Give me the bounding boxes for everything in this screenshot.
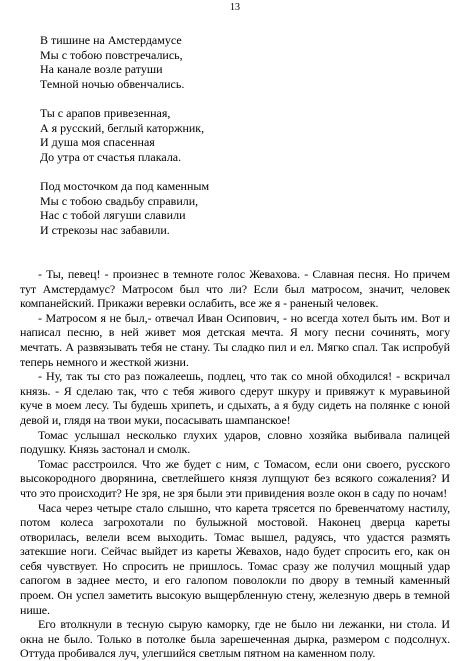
poem-line: А я русский, беглый каторжник, (40, 120, 205, 135)
poem-line: Ты с арапов привезенная, (40, 105, 171, 120)
poem-line: Нас с тобой лягуши славили (40, 208, 186, 223)
paragraph: - Матросом я не был,- отвечал Иван Осипович, - но всегда хотел быть им. Вот и написал песню, в ней живет моя детская мечта. Я могу песни сочинять, могу мечтать. А развязывать тебя не стану. Ты сладко пил и ел. Мягко спал. Так испробуй теперь немного и жесткой жизни. (20, 310, 450, 369)
paragraph: Его втолкнули в тесную сырую каморку, где не было ни лежанки, ни стола. И окна не было. Только в потолке была зарешеченная дырка, размером с подсолнух. Оттуда пробивался луч, улегшийся светлым пятном на каменном полу. (20, 617, 450, 661)
poem-line: Темной ночью обвенчались. (40, 76, 185, 91)
poem-line: На канале возле ратуши (40, 62, 163, 77)
poem-stanza (40, 106, 340, 164)
poem-line: Мы с тобою свадьбу справили, (40, 193, 199, 208)
paragraph: Томас расстроился. Что же будет с ним, с Томасом, если они своего, русского высокородного дворянина, светлейшего князя лупщуют без всякого сожаления? И что это происходит? Не зря, не зря были эти привидения возле окон в саду по ночам! (20, 456, 450, 500)
paragraph: - Ты, певец! - произнес в темноте голос Жевахова. - Славная песня. Но причем тут Амстердамус? Матросом был что ли? Если был матросом, значит, человек компанейский. Прикажи веревки ослабить, все же я - раненый человек. (20, 267, 450, 311)
poem (40, 33, 340, 237)
poem-line: И стрекозы нас забавили. (40, 222, 170, 237)
poem-line: В тишине на Амстердамусе (40, 33, 182, 47)
poem-line: До утра от счастья плакала. (40, 149, 182, 164)
poem-stanza (40, 33, 340, 91)
paragraph: Часа через четыре стало слышно, что карета трясется по бревенчатому настилу, потом колеса загрохотали по булыжной мостовой. Наконец дверца кареты отворилась, велели всем выходить. Томас вышел, радуясь, что удастся размять затекшие ноги. Сейчас выйдет из кареты Жевахов, надо будет спросить его, как он себя чувствует. Но спросить не пришлось. Томас сразу же получил мощный удар сапогом в заднее место, и его галопом поволокли по двору в темный каменный проем. Он успел заметить высокую выщербленную стену, железную дверь в темной нише. (20, 500, 450, 617)
page-number: 13 (230, 2, 240, 13)
poem-stanza (40, 179, 340, 237)
prose-body (20, 267, 450, 661)
poem-line: Под мосточком да под каменным (40, 178, 210, 193)
paragraph: - Ну, так ты сто раз пожалеешь, подлец, что так со мной обходился! - вскричал князь. - Я сделаю так, что с тебя живого сдерут шкуру и привяжут к муравьиной куче в моем лесу. Ты будешь хрипеть, и сдыхать, а я буду сидеть на полянке с юной девой и, глядя на твои муки, посасывать шампанское! (20, 369, 450, 427)
poem-line: Мы с тобою повстречались, (40, 47, 183, 62)
paragraph: Томас услышал несколько глухих ударов, словно хозяйка выбивала палицей подушку. Князь застонал и смолк. (20, 427, 450, 457)
poem-line: И душа моя спасенная (40, 135, 155, 150)
